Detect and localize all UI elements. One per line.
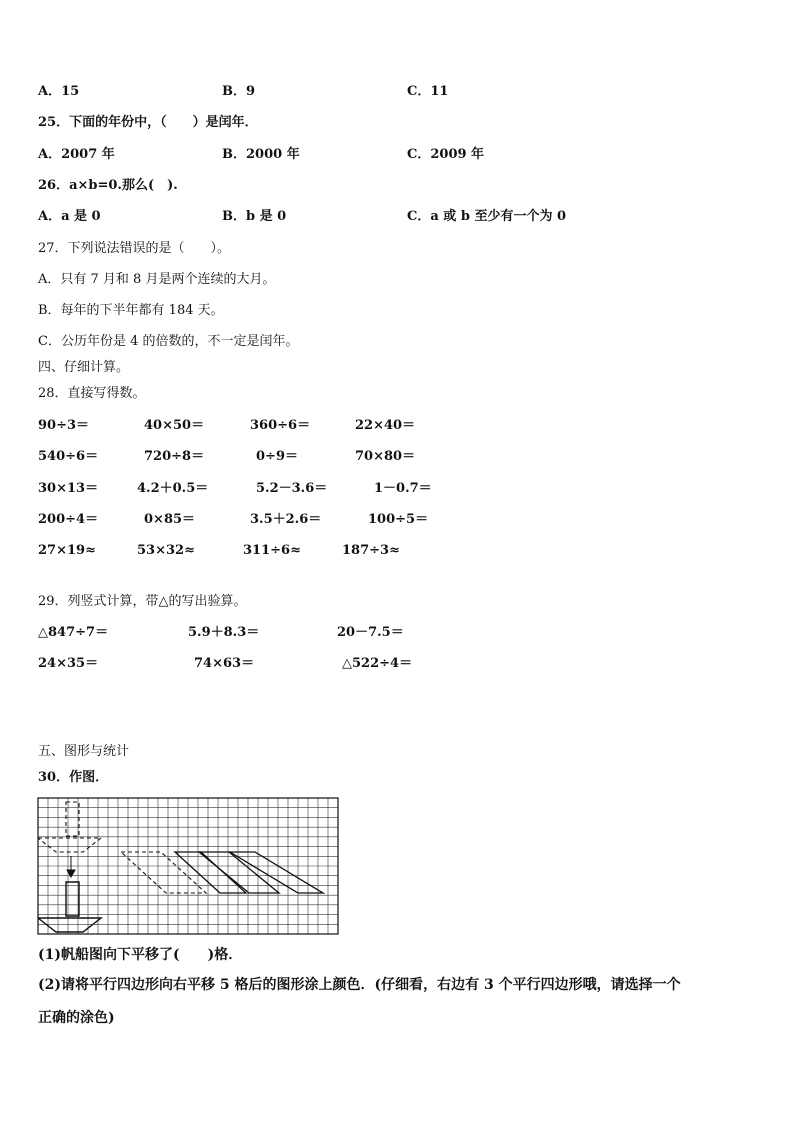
q29-cell: 20－7.5＝ (337, 625, 404, 640)
q28-cell: 5.2－3.6＝ (256, 481, 328, 496)
q29-stem: 29．列竖式计算，带△的写出验算。 (38, 594, 247, 609)
q28-cell: 311÷6≈ (243, 543, 301, 558)
section-5-heading: 五、图形与统计 (38, 744, 130, 759)
q28-cell: 27×19≈ (38, 543, 96, 558)
q28-cell: 30×13＝ (38, 481, 99, 496)
q25-option-c: C．2009 年 (407, 147, 485, 162)
q27-option-c: C．公历年份是 4 的倍数的，不一定是闰年。 (38, 334, 299, 349)
q29-cell: △522÷4＝ (342, 656, 413, 671)
q28-cell: 53×32≈ (137, 543, 195, 558)
candidate-parallelograms (175, 852, 323, 893)
q30-sub2-line1: (2)请将平行四边形向右平移 5 格后的图形涂上颜色．(仔细看，右边有 3 个平行四边形哦，请选择一个 (38, 977, 681, 993)
q28-cell: 360÷6＝ (250, 418, 311, 433)
grid-lines (38, 798, 338, 934)
q27-stem: 27．下列说法错误的是（ ）。 (38, 241, 231, 256)
q26-option-a: A．a 是 0 (38, 209, 101, 224)
q28-cell: 3.5＋2.6＝ (250, 512, 322, 527)
q28-cell: 22×40＝ (355, 418, 416, 433)
q25-option-b: B．2000 年 (222, 147, 300, 162)
q29-cell: 24×35＝ (38, 656, 99, 671)
q28-cell: 187÷3≈ (342, 543, 400, 558)
q24-option-b: B．9 (222, 84, 256, 99)
q24-option-a: A．15 (38, 84, 80, 99)
parallelogram-dashed (121, 852, 206, 893)
q26-option-c: C．a 或 b 至少有一个为 0 (407, 209, 567, 224)
q28-cell: 0÷9＝ (256, 449, 298, 464)
q28-cell: 4.2＋0.5＝ (137, 481, 209, 496)
q25-option-a: A．2007 年 (38, 147, 115, 162)
q28-cell: 90÷3＝ (38, 418, 90, 433)
q24-option-c: C．11 (407, 84, 449, 99)
q28-cell: 1－0.7＝ (374, 481, 432, 496)
q30-sub2-line2: 正确的涂色) (38, 1010, 115, 1026)
parallelogram-option-3 (230, 852, 323, 893)
q28-cell: 100÷5＝ (368, 512, 429, 527)
parallelogram-option-1 (175, 852, 246, 893)
q28-cell: 0×85＝ (144, 512, 196, 527)
q29-cell: △847÷7＝ (38, 625, 109, 640)
q27-option-b: B．每年的下半年都有 184 天。 (38, 303, 224, 318)
q26-option-b: B．b 是 0 (222, 209, 287, 224)
q28-cell: 40×50＝ (144, 418, 205, 433)
q27-option-a: A．只有 7 月和 8 月是两个连续的大月。 (38, 272, 276, 287)
q28-cell: 200÷4＝ (38, 512, 99, 527)
q25-stem: 25．下面的年份中，（ ）是闰年． (38, 115, 258, 130)
q30-sub1: (1)帆船图向下平移了( )格． (38, 947, 243, 963)
q28-cell: 540÷6＝ (38, 449, 99, 464)
q30-stem: 30．作图． (38, 770, 109, 785)
q29-cell: 74×63＝ (194, 656, 255, 671)
q28-stem: 28．直接写得数。 (38, 386, 146, 401)
q28-cell: 720÷8＝ (144, 449, 205, 464)
section-4-heading: 四、仔细计算。 (38, 360, 130, 375)
q29-cell: 5.9＋8.3＝ (188, 625, 260, 640)
q28-cell: 70×80＝ (355, 449, 416, 464)
q26-stem: 26．a×b=0.那么( ). (38, 178, 178, 193)
